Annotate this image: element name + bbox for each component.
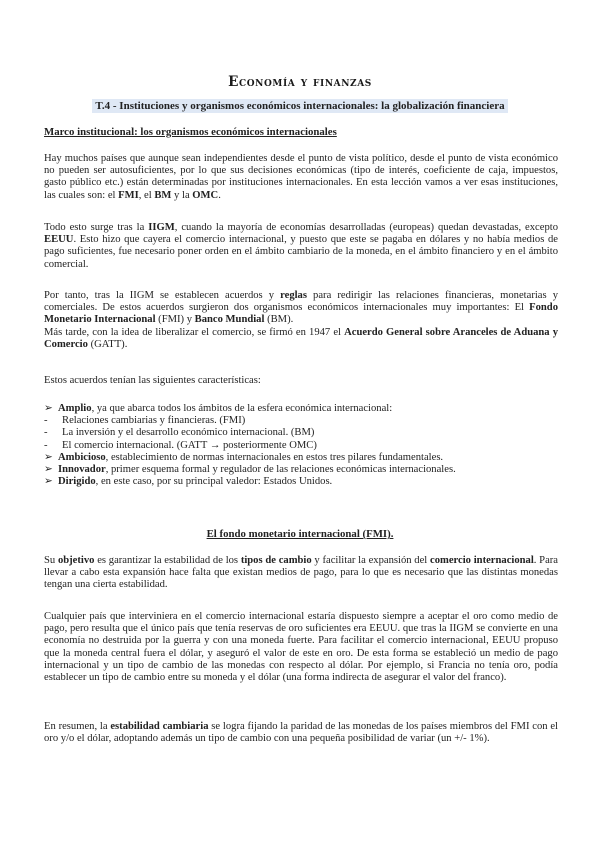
arrow-bullet-icon: ➢ [44,403,53,414]
list-subitem: - Relaciones cambiarias y financieras. (FMI) [44,415,246,427]
arrow-bullet-icon: ➢ [44,451,53,463]
section2-heading: El fondo monetario internacional (FMI). [206,528,394,540]
list-item: ➢ Dirigido, en este caso, por su principal valedor: Estados Unidos. [44,476,333,488]
document-subtitle [40,96,560,114]
section1-paragraph-2: Todo esto surge tras la IIGM, cuando la mayoría de economías desarrolladas (europeas) quedan devastadas, excepto EEUU. Esto hizo que cayera el comercio internacional, y puesto que este se pagaba en dólares y no había medios de pago suficientes, fue necesario poner orden en el ámbito cambiario de la moneda, en el ámbito financiero y en el ámbito comercial. [44,222,558,270]
list-item: ➢ Innovador, primer esquema formal y regulador de las relaciones económicas internacionales. [44,464,456,476]
characteristics-list [44,403,558,488]
list-item: ➢ Ambicioso, establecimiento de normas internacionales en estos tres pilares fundamentales. [44,451,444,463]
list-item: ➢ Amplio, ya que abarca todos los ámbitos de la esfera económica internacional: [44,403,393,414]
arrow-bullet-icon: ➢ [44,476,53,488]
section1-paragraph-3: Por tanto, tras la IIGM se establecen acuerdos y reglas para redirigir las relaciones financieras, monetarias y comerciales. De estos acuerdos surgieron dos organismos económicos internacionales muy importantes: El Fondo Monetario Internacional (FMI) y Banco Mundial (BM). Más tarde, con la idea de liberalizar el comercio, se firmó en 1947 el Acuerdo General sobre Aranceles de Aduana y Comercio (GATT). [44,290,558,350]
subtitle-highlight: T.4 - Instituciones y organismos económicos internacionales: la globalización financiera [92,99,507,113]
document-title: Economía y finanzas [228,74,372,90]
section2-paragraph-2: Cualquier país que interviniera en el comercio internacional estaría dispuesto siempre a aceptar el oro como medio de pago, pero resulta que el único país que tenía reservas de oro suficientes era EEUU. que tras la IIGM se convierte en una economía no destruida por la guerra y con una moneda fuerte. Para facilitar el comercio internacional, EEUU propuso que la moneda central fuera el dólar, y aseguró el valor de este en oro. De esta forma se estableció un medio de pago internacional y un tipo de cambio de las monedas con respecto al dólar. Por ejemplo, si Francia no tenía oro, podía establecer un tipo de cambio entre su moneda y el dólar (una forma indirecta de asegurar el valor del franco). [44,611,558,684]
list-subitem: - La inversión y el desarrollo económico internacional. (BM) [44,427,315,439]
section2-paragraph-3: En resumen, la estabilidad cambiaria se logra fijando la paridad de las monedas de los países miembros del FMI con el oro y/o el dólar, adoptando además un tipo de cambio con una pequeña posibilidad de variar (un +/- 1%). [44,721,559,745]
section1-heading: Marco institucional: los organismos económicos internacionales [44,126,337,138]
arrow-bullet-icon: ➢ [44,464,53,476]
section1-paragraph-4: Estos acuerdos tenían las siguientes características: [44,375,261,386]
section2-paragraph-1: Su objetivo es garantizar la estabilidad de los tipos de cambio y facilitar la expansión del comercio internacional. Para llevar a cabo esta expansión hace falta que existan medios de pago, para lo que es necesario que las distintas monedas tengan una cierta estabilidad. [44,555,558,591]
list-subitem: - El comercio internacional. (GATT → posteriormente OMC) [44,439,317,451]
section1-paragraph-1: Hay muchos países que aunque sean independientes desde el punto de vista político, desde el punto de vista económico no pueden ser autosuficientes, por lo que sus decisiones económicas (tipo de interés, coeficiente de caja, impuestos, gasto público etc.) están determinadas por instituciones internacionales. En esta lección vamos a ver esas instituciones, las cuales son: el FMI, el BM y la OMC. [44,153,558,201]
